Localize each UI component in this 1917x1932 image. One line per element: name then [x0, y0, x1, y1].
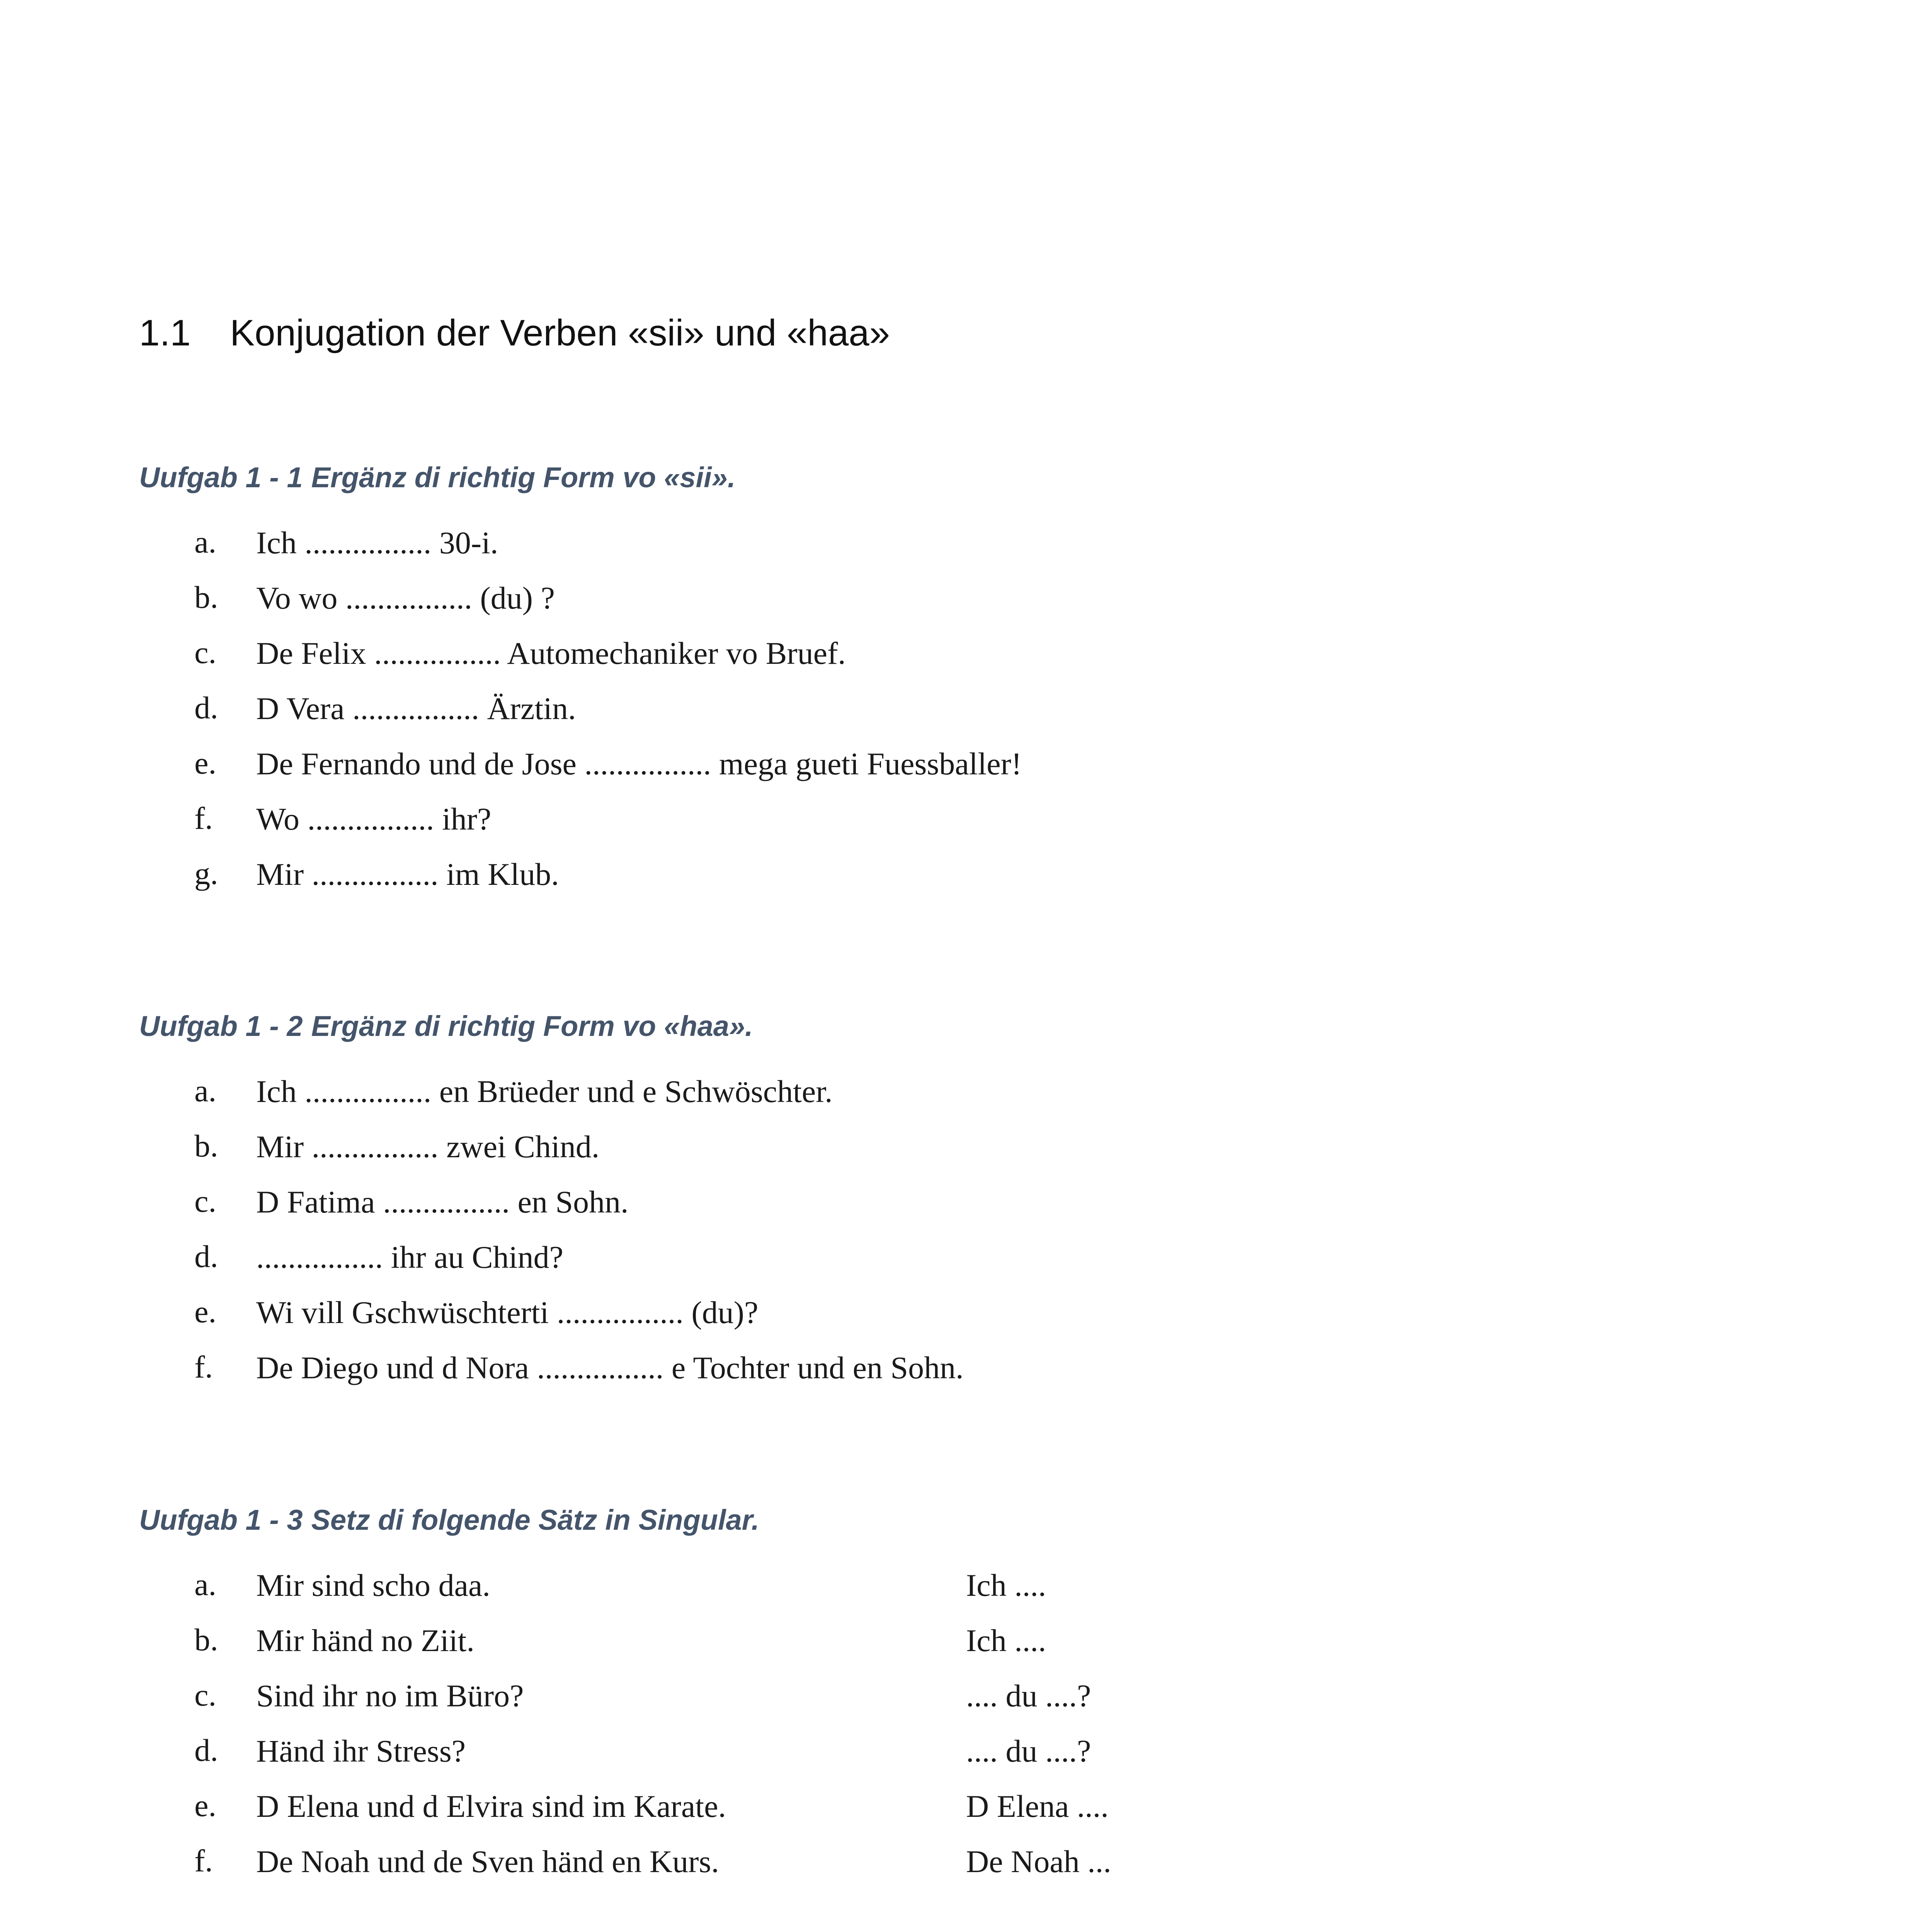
exercise-item — [139, 1073, 1801, 1131]
item-text: De Felix ................ Automechaniker vo Bruef. — [256, 636, 846, 671]
item-plural-sentence: D Elena und d Elvira sind im Karate. — [256, 1789, 726, 1824]
exercise-item — [139, 1735, 1801, 1791]
task-instruction: Ergänz di richtig Form vo «haa». — [311, 1010, 753, 1042]
item-text: ................ ihr au Chind? — [256, 1240, 563, 1275]
item-singular-prompt: .... du ....? — [966, 1678, 1091, 1714]
item-label: f. — [194, 801, 213, 836]
exercise-item — [139, 856, 1801, 914]
task-title — [139, 462, 1801, 493]
exercise-item — [139, 582, 1801, 638]
item-text: De Fernando und de Jose ................ mega gueti Fuessballer! — [256, 746, 1022, 782]
task-instruction: Setz di folgende Sätz in Singular. — [311, 1504, 759, 1536]
item-label: d. — [194, 1239, 218, 1274]
item-text: Vo wo ................ (du) ? — [256, 580, 555, 616]
task-1-3 — [139, 1504, 1801, 1901]
exercise-item — [139, 1128, 1801, 1186]
item-text: Mir ................ zwei Chind. — [256, 1129, 600, 1165]
item-label: a. — [194, 524, 216, 560]
exercise-list — [139, 524, 1801, 914]
item-label: e. — [194, 1788, 216, 1823]
item-text: Mir ................ im Klub. — [256, 857, 559, 892]
exercise-item — [139, 1567, 1801, 1625]
exercise-item — [139, 1186, 1801, 1242]
task-title — [139, 1010, 1801, 1042]
item-text: Wi vill Gschwüschterti ................ (du)? — [256, 1295, 759, 1330]
exercise-item — [139, 1622, 1801, 1680]
item-text: D Vera ................ Ärztin. — [256, 691, 576, 726]
item-label: b. — [194, 1622, 218, 1658]
item-text: De Diego und d Nora ................ e Tochter und en Sohn. — [256, 1350, 964, 1386]
item-label: d. — [194, 690, 218, 726]
item-plural-sentence: Mir sind scho daa. — [256, 1568, 490, 1603]
task-number: Uufgab 1 - 3 — [139, 1504, 303, 1536]
exercise-item — [139, 1349, 1801, 1407]
exercise-list — [139, 1073, 1801, 1407]
item-label: a. — [194, 1567, 216, 1602]
item-plural-sentence: De Noah und de Sven händ en Kurs. — [256, 1844, 719, 1879]
item-label: e. — [194, 745, 216, 781]
item-label: b. — [194, 1128, 218, 1164]
item-plural-sentence: Händ ihr Stress? — [256, 1733, 466, 1769]
exercise-item — [139, 524, 1801, 582]
exercise-list — [139, 1567, 1801, 1901]
item-label: d. — [194, 1733, 218, 1768]
item-plural-sentence: Sind ihr no im Büro? — [256, 1678, 524, 1714]
exercise-item — [139, 745, 1801, 803]
item-label: c. — [194, 1677, 216, 1713]
task-title — [139, 1504, 1801, 1536]
item-text: Ich ................ 30-i. — [256, 525, 498, 561]
task-1-1 — [139, 462, 1801, 914]
exercise-item — [139, 803, 1801, 859]
item-plural-sentence: Mir händ no Ziit. — [256, 1623, 475, 1658]
exercise-item — [139, 690, 1801, 748]
section-number: 1.1 — [139, 312, 191, 354]
item-label: g. — [194, 856, 218, 891]
exercise-item — [139, 1677, 1801, 1735]
item-label: a. — [194, 1073, 216, 1109]
task-1-2 — [139, 1010, 1801, 1407]
item-label: c. — [194, 1184, 216, 1219]
item-singular-prompt: D Elena .... — [966, 1789, 1109, 1824]
task-number: Uufgab 1 - 1 — [139, 461, 303, 493]
item-label: f. — [194, 1843, 213, 1879]
task-number: Uufgab 1 - 2 — [139, 1010, 303, 1042]
item-text: Wo ................ ihr? — [256, 801, 492, 837]
item-singular-prompt: De Noah ... — [966, 1844, 1111, 1879]
item-singular-prompt: .... du ....? — [966, 1733, 1091, 1769]
item-label: e. — [194, 1294, 216, 1330]
item-singular-prompt: Ich .... — [966, 1623, 1046, 1658]
item-singular-prompt: Ich .... — [966, 1568, 1046, 1603]
item-text: D Fatima ................ en Sohn. — [256, 1184, 629, 1220]
section-heading — [139, 313, 890, 354]
exercise-item — [139, 1843, 1801, 1901]
section-title: Konjugation der Verben «sii» und «haa» — [230, 312, 890, 354]
exercise-item — [139, 1294, 1801, 1352]
item-label: f. — [194, 1349, 213, 1385]
exercise-item — [139, 1788, 1801, 1846]
exercise-item — [139, 1239, 1801, 1297]
task-instruction: Ergänz di richtig Form vo «sii». — [311, 461, 736, 493]
item-text: Ich ................ en Brüeder und e Schwöschter. — [256, 1074, 833, 1109]
item-label: c. — [194, 635, 216, 670]
exercise-item — [139, 635, 1801, 693]
item-label: b. — [194, 580, 218, 615]
